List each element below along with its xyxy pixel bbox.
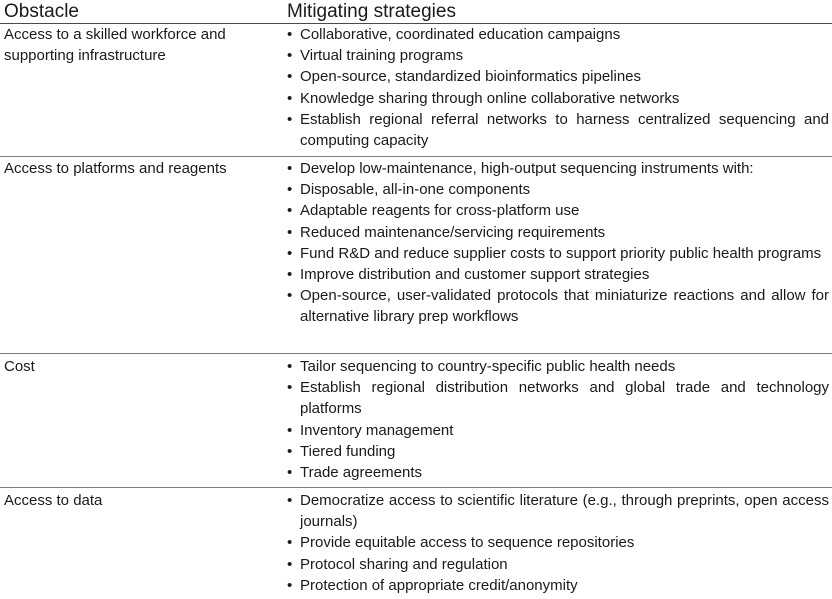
bullet-icon: • — [287, 244, 293, 262]
strategy-text: Tailor sequencing to country-specific public health needs — [300, 358, 676, 375]
strategy-text: Trade agreements — [300, 464, 423, 482]
bullet-icon: • — [287, 89, 293, 107]
list-item — [287, 88, 829, 109]
bullet-icon: • — [287, 442, 293, 460]
list-item — [287, 490, 829, 532]
strategy-list — [287, 356, 829, 483]
list-item — [287, 158, 829, 179]
list-item — [287, 179, 829, 200]
header-mitigating-strategies: Mitigating strategies — [287, 1, 456, 22]
strategy-text: Democratize access to scientific literature (e.g., through preprints, open access journals) — [300, 492, 829, 531]
list-item — [287, 532, 829, 553]
strategy-text: Tiered funding — [300, 442, 396, 460]
list-item — [287, 554, 829, 575]
list-item — [287, 285, 829, 327]
bullet-icon: • — [287, 287, 293, 305]
strategy-list — [287, 24, 829, 151]
bullet-icon: • — [287, 47, 293, 65]
list-item — [287, 24, 829, 45]
obstacle-cell: Access to a skilled workforce and supporting infrastructure — [4, 26, 226, 64]
strategy-text: Inventory management — [300, 421, 454, 439]
strategy-text: Open-source, user-validated protocols that miniaturize reactions and allow for alternative library prep workflows — [300, 287, 829, 326]
strategy-text: Reduced maintenance/servicing requirements — [300, 223, 606, 241]
list-item — [287, 377, 829, 419]
bullet-icon: • — [287, 68, 293, 86]
strategy-text: Adaptable reagents for cross-platform use — [300, 202, 580, 220]
list-item — [287, 109, 829, 151]
list-item — [287, 200, 829, 221]
list-item — [287, 462, 829, 483]
bullet-icon: • — [287, 358, 293, 375]
strategy-text: Virtual training programs — [300, 47, 464, 65]
list-item — [287, 243, 829, 264]
strategy-text: Collaborative, coordinated education campaigns — [300, 26, 621, 43]
bullet-icon: • — [287, 576, 293, 594]
table-header-row — [0, 0, 832, 24]
list-item — [287, 45, 829, 66]
strategy-text: Develop low-maintenance, high-output sequencing instruments with: — [300, 160, 754, 177]
strategy-text: Knowledge sharing through online collaborative networks — [300, 89, 680, 107]
obstacle-cell: Cost — [4, 358, 35, 375]
list-item — [287, 66, 829, 87]
bullet-icon: • — [287, 26, 293, 43]
bullet-icon: • — [287, 223, 293, 241]
bullet-icon: • — [287, 534, 293, 552]
strategy-text: Protocol sharing and regulation — [300, 555, 508, 573]
obstacle-cell: Access to platforms and reagents — [4, 160, 227, 177]
bullet-icon: • — [287, 555, 293, 573]
list-item — [287, 356, 829, 377]
row-divider — [0, 156, 832, 157]
row-divider — [0, 487, 832, 488]
header-obstacle: Obstacle — [4, 1, 79, 22]
row-divider — [0, 353, 832, 354]
strategy-text: Fund R&D and reduce supplier costs to support priority public health programs — [300, 244, 822, 262]
bullet-icon: • — [287, 160, 293, 177]
strategy-list — [287, 158, 829, 328]
bullet-icon: • — [287, 202, 293, 220]
strategy-text: Protection of appropriate credit/anonymity — [300, 576, 578, 594]
list-item — [287, 264, 829, 285]
list-item — [287, 575, 829, 596]
bullet-icon: • — [287, 266, 293, 284]
bullet-icon: • — [287, 110, 293, 128]
strategy-text: Provide equitable access to sequence repositories — [300, 534, 635, 552]
bullet-icon: • — [287, 421, 293, 439]
bullet-icon: • — [287, 492, 293, 509]
strategy-text: Establish regional referral networks to harness centralized sequencing and computing capacity — [300, 110, 829, 150]
list-item — [287, 420, 829, 441]
list-item — [287, 441, 829, 462]
obstacle-cell: Access to data — [4, 492, 103, 509]
strategy-text: Establish regional distribution networks and global trade and technology platforms — [300, 379, 829, 418]
bullet-icon: • — [287, 181, 293, 199]
bullet-icon: • — [287, 464, 293, 482]
strategy-text: Disposable, all-in-one components — [300, 181, 531, 199]
strategy-list — [287, 490, 829, 596]
list-item — [287, 222, 829, 243]
strategy-text: Improve distribution and customer support strategies — [300, 266, 650, 284]
bullet-icon: • — [287, 379, 293, 397]
strategy-text: Open-source, standardized bioinformatics pipelines — [300, 68, 642, 86]
